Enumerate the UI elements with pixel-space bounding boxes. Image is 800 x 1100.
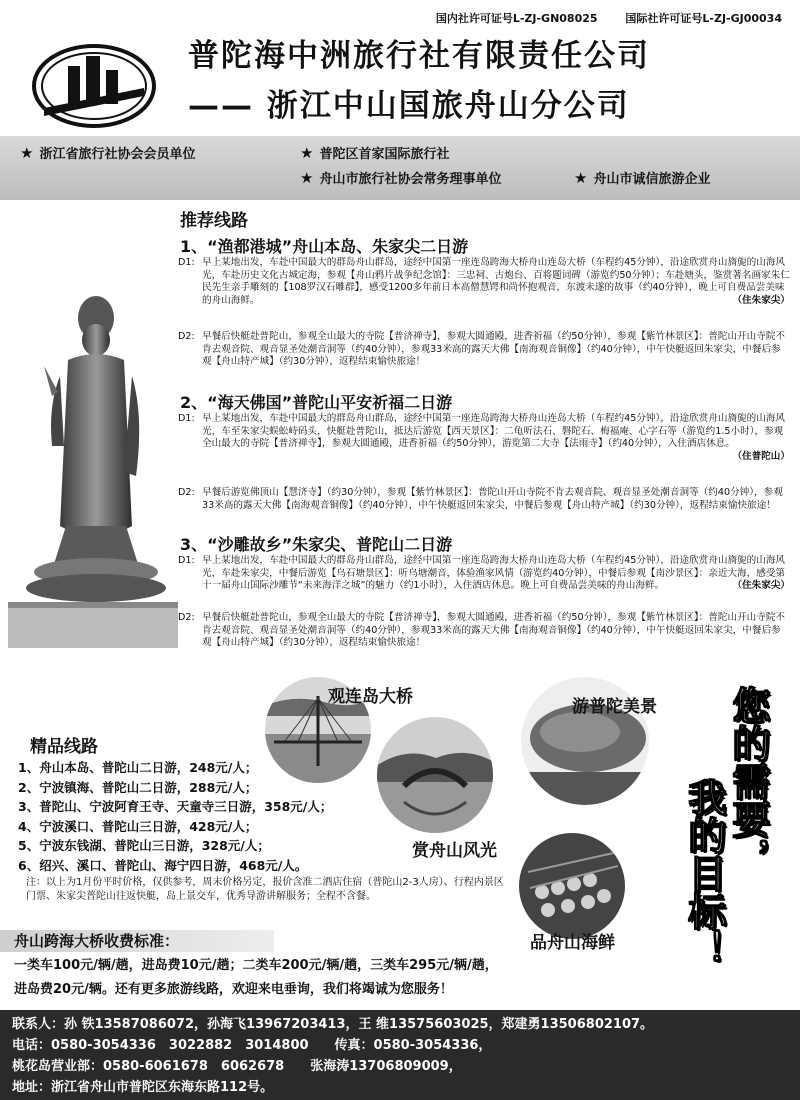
toll-line-2: 进岛费20元/辆。还有更多旅游线路，欢迎来电垂询，我们将竭诚为您服务！: [14, 982, 453, 997]
star-icon: ★: [574, 169, 588, 187]
membership-3: ★ 舟山市旅行社协会常务理事单位: [300, 169, 502, 187]
guanyin-statue-image: [8, 296, 178, 648]
star-icon: ★: [300, 169, 314, 187]
route-3-day-2: D2: 早餐后快艇赴普陀山，参观全山最大的寺院【普济禅寺】，参观大圆通殿，进香祈福（约50分钟），参观【紫竹林景区】：普陀山开山寺院不肯去观音院、观音显圣处潮音洞等（约40分钟），参观33米高的露天大佛【南海观音铜像】（约40分钟），中午快艇返回朱家尖，中餐后参观【舟山特产城】（约30分钟），返程结束愉快旅途！: [178, 612, 786, 649]
route-3-day-1: D1: 早上某地出发，车赴中国最大的群岛舟山群岛，途经中国第一座连岛跨海大桥舟山连岛大桥（车程约45分钟），沿途欣赏舟山旖旎的山海风光，车赴朱家尖，中餐后游览【乌石塘景区】：听乌塘潮音，体验渔家风情（游览约40分钟），中餐后参观【南沙景区】：亲近大海，感受第十一届舟山国际沙雕节“未来海洋之城”的魅力（约1小时），入住酒店休息。晚上可自费品尝美味的舟山海鲜。 （住朱家尖）: [178, 555, 790, 592]
boutique-item: 5、宁波东钱湖、普陀山三日游，328元/人；: [18, 838, 270, 853]
domestic-license: 国内社许可证号L-ZJ-GN08025: [435, 12, 598, 25]
price-note: 注：以上为1月份平时价格，仅供参考，周末价格另定，报价含准二酒店住宿（普陀山2-3人房）、行程内景区门票、朱家尖普陀山往返快艇，岛上景交车，优秀导游讲解服务；全程不含餐。: [26, 877, 504, 902]
landscape-photo-image: [376, 716, 494, 834]
international-license: 国际社许可证号L-ZJ-GJ00034: [625, 12, 782, 25]
toll-line-1: 一类车100元/辆/趟，进岛费10元/趟；二类车200元/辆/趟，三类车295元/辆/趟，: [14, 958, 498, 973]
route-1-day-2: D2: 早餐后快艇赴普陀山，参观全山最大的寺院【普济禅寺】，参观大圆通殿，进香祈福（约50分钟），参观【紫竹林景区】：普陀山开山寺院不肯去观音院、观音显圣处潮音洞等（约40分钟），参观33米高的露天大佛【南海观音铜像】（约40分钟），中午快艇返回朱家尖，中餐后参观【舟山特产城】（约30分钟），返程结束愉快旅途！: [178, 331, 786, 368]
boutique-item: 1、舟山本岛、普陀山二日游，248元/人；: [18, 760, 258, 775]
route-1-day-1: D1: 早上某地出发，车赴中国最大的群岛舟山群岛，途经中国第一座连岛跨海大桥舟山连岛大桥（车程约45分钟），沿途欣赏舟山旖旎的山海风光，车赴历史文化古城定海，参观【舟山鸦片战争纪念馆】：三忠祠、古炮台、百将题词碑（游览约50分钟）；车赴塘头，鉴赏著名画家朱仁民先生亲手雕刻的【108罗汉石雕群】，感受1200多年前日本高僧慧锷和尚怀抱观音，东渡未遂的故事（约40分钟），晚上可自费品尝美味的舟山海鲜。 （住朱家尖）: [178, 257, 790, 306]
contacts-line: 联系人：孙 铁13587086072，孙海飞13967203413，王 维13575603025，郑建勇13506802107。: [12, 1017, 654, 1032]
license-bar: [412, 10, 782, 26]
recommended-heading: 推荐线路: [180, 211, 248, 231]
seafood-photo-label: 品舟山海鲜: [530, 933, 615, 953]
landscape-photo-label: 赏舟山风光: [412, 841, 497, 861]
company-subname: —— 浙江中山国旅舟山分公司: [188, 88, 630, 124]
route-2-day-2: D2: 早餐后游览佛顶山【慧济寺】（约30分钟），参观【紫竹林景区】：普陀山开山寺院不肯去观音院、观音显圣处潮音洞等（约40分钟），参观33米高的露天大佛【南海观音铜像】（约40分钟），中午快艇返回朱家尖，中餐后参观【舟山特产城】（约30分钟），返程结束愉快旅途！: [178, 487, 783, 511]
phone-line: 电话：0580-3054336 3022882 3014800 传真：0580-3054336，: [12, 1038, 492, 1053]
company-name: 普陀海中洲旅行社有限责任公司: [188, 38, 650, 74]
address-line: 地址：浙江省舟山市普陀区东海东路112号。: [12, 1080, 274, 1095]
toll-heading: 舟山跨海大桥收费标准：: [0, 930, 274, 952]
boutique-item: 4、宁波溪口、普陀山三日游，428元/人；: [18, 818, 258, 834]
contact-footer: [0, 1010, 800, 1100]
bridge-photo-label: 观连岛大桥: [328, 687, 413, 707]
company-logo-icon: [30, 36, 158, 132]
route-2-title: 2、“海天佛国”普陀山平安祈福二日游: [180, 393, 453, 412]
boutique-item: 2、宁波镇海、普陀山二日游，288元/人；: [18, 779, 258, 795]
boutique-item: 3、普陀山、宁波阿育王寺、天童寺三日游，358元/人；: [18, 799, 333, 814]
membership-1: ★ 浙江省旅行社协会会员单位: [20, 144, 196, 162]
branch-line: 桃花岛营业部：0580-6061678 6062678 张海涛13706809009，: [12, 1059, 462, 1074]
boutique-heading: 精品线路: [30, 737, 98, 757]
route-1-title: 1、“渔都港城”舟山本岛、朱家尖二日游: [180, 237, 469, 256]
membership-2: ★ 普陀区首家国际旅行社: [300, 144, 450, 162]
route-2-day-1: D1: 早上某地出发，车赴中国最大的群岛舟山群岛，途经中国第一座连岛跨海大桥舟山连岛大桥（车程约45分钟），沿途欣赏舟山旖旎的山海风光，车至朱家尖蜈蚣峙码头，快艇赴普陀山，抵达后游览【西天景区】：二龟听法石、磐陀石、梅福庵、心字石等（游览约1.5小时），参观全山最大的寺院【普济禅寺】，参观大圆通殿，进香祈福（约50分钟），游览第二大寺【法雨寺】（约40分钟），入住酒店休息。 （住普陀山）: [178, 413, 790, 462]
membership-4: ★ 舟山市诚信旅游企业: [574, 169, 711, 187]
star-icon: ★: [20, 144, 34, 162]
slogan-line-2: 我的目标！: [682, 778, 726, 968]
route-3-title: 3、“沙雕故乡”朱家尖、普陀山二日游: [180, 535, 453, 554]
slogan-line-1: 您的需要，: [726, 686, 770, 876]
star-icon: ★: [300, 144, 314, 162]
seafood-photo-image: [518, 832, 626, 940]
scenery-photo-label: 游普陀美景: [572, 697, 657, 717]
boutique-list: [18, 758, 332, 875]
boutique-item: 6、绍兴、溪口、普陀山、海宁四日游，468元/人。: [18, 857, 308, 873]
